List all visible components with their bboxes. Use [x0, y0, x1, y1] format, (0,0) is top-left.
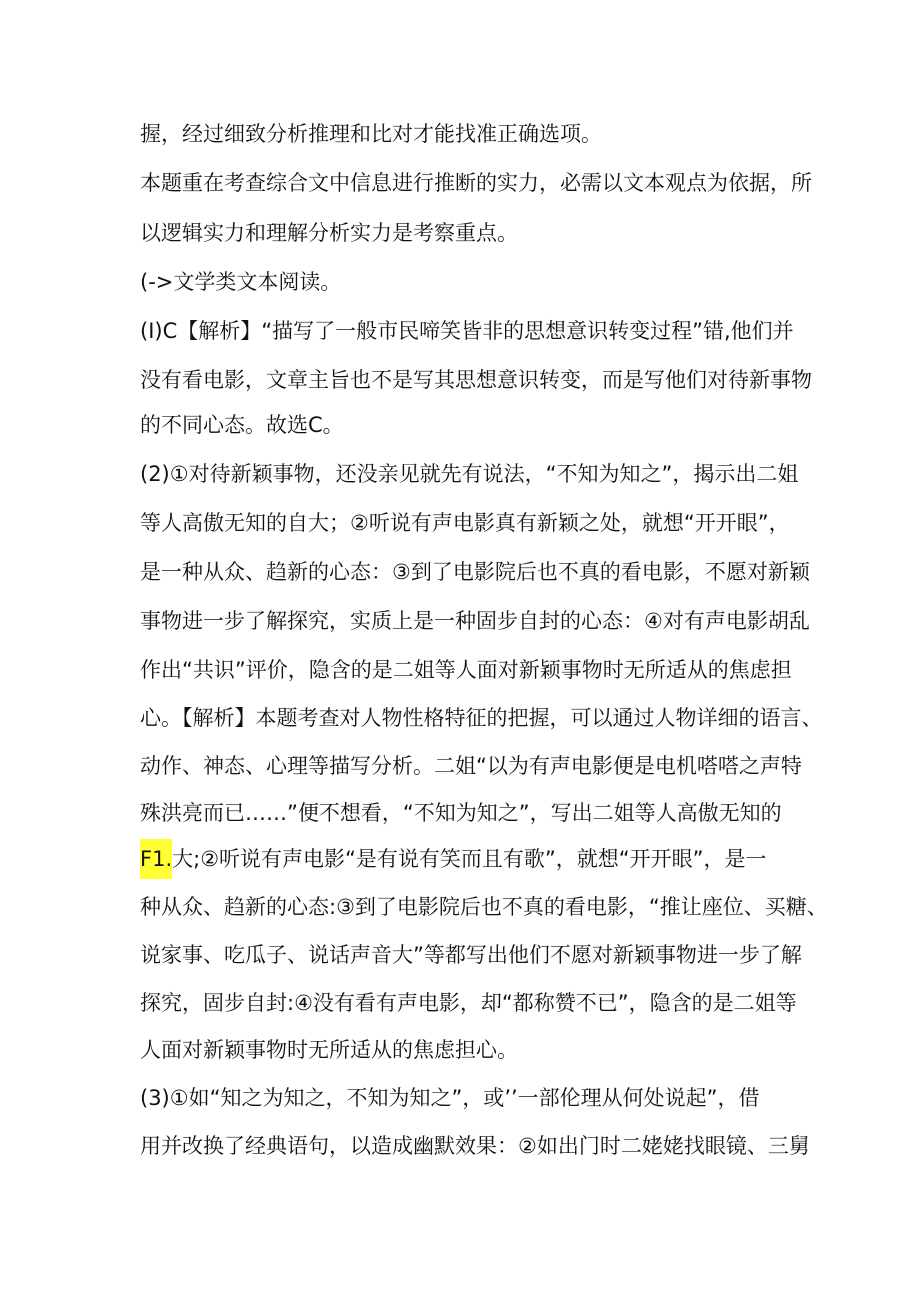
text-line: 种从众、趋新的心态:③到了电影院后也不真的看电影，“推让座位、买糖、 — [140, 895, 828, 919]
text-line: 握，经过细致分析推理和比对才能找准正确选项。 — [140, 122, 602, 146]
text-line: 以逻辑实力和理解分析实力是考察重点。 — [140, 221, 518, 245]
text-line: (->文学类文本阅读。 — [140, 270, 342, 294]
text-line: 殊洪亮而已……”便不想看，“不知为知之”，写出二姐等人高傲无知的 — [140, 801, 782, 825]
text-line: 用并改换了经典语句，以造成幽默效果：②如出门时二姥姥找眼镜、三舅 — [140, 1134, 810, 1158]
text-line: 作出“共识”评价，隐含的是二姐等人面对新颖事物时无所适从的焦虑担 — [140, 658, 792, 682]
text-line: 本题重在考查综合文中信息进行推断的实力，必需以文本观点为依据，所 — [140, 171, 812, 195]
text-line: (I)C【解析】“描写了一般市民啼笑皆非的思想意识转变过程”错,他们并 — [140, 319, 794, 343]
text-line: 说家事、吃瓜子、说话声音大”等都写出他们不愿对新颖事物进一步了解 — [140, 943, 802, 967]
text-line: 心。【解析】本题考查对人物性格特征的把握，可以通过人物详细的语言、 — [140, 706, 823, 730]
text-line: (3)①如“知之为知之，不知为知之”，或’’一部伦理从何处说起”，借 — [140, 1086, 760, 1110]
text-line: 动作、神态、心理等描写分析。二姐“以为有声电影便是电机嗒嗒之声特 — [140, 754, 802, 778]
text-line: 人面对新颖事物时无所适从的焦虑担心。 — [140, 1038, 518, 1062]
text-line: 没有看电影，文章主旨也不是写其思想意识转变，而是写他们对待新事物 — [140, 368, 812, 392]
text-line: 等人高傲无知的自大；②听说有声电影真有新颖之处，就想“开开眼”， — [140, 511, 790, 535]
highlighted-text-line — [140, 839, 800, 879]
text-line: 的不同心态。故选C。 — [140, 413, 344, 437]
text-line: 是一种从众、趋新的心态：③到了电影院后也不真的看电影，不愿对新颖 — [140, 560, 810, 584]
highlighted-line-rest: 大;②听说有声电影“是有说有笑而且有歌”，就想“开开眼”，是一 — [172, 847, 767, 871]
text-line: 探究，固步自封:④没有看有声电影，却“都称赞不已”，隐含的是二姐等 — [140, 991, 797, 1015]
highlight-marker: F1. — [140, 839, 172, 879]
text-line: 事物进一步了解探究，实质上是一种固步自封的心态：④对有声电影胡乱 — [140, 609, 810, 633]
text-line: (2)①对待新颖事物，还没亲见就先有说法，“不知为知之”，揭示出二姐 — [140, 462, 799, 486]
